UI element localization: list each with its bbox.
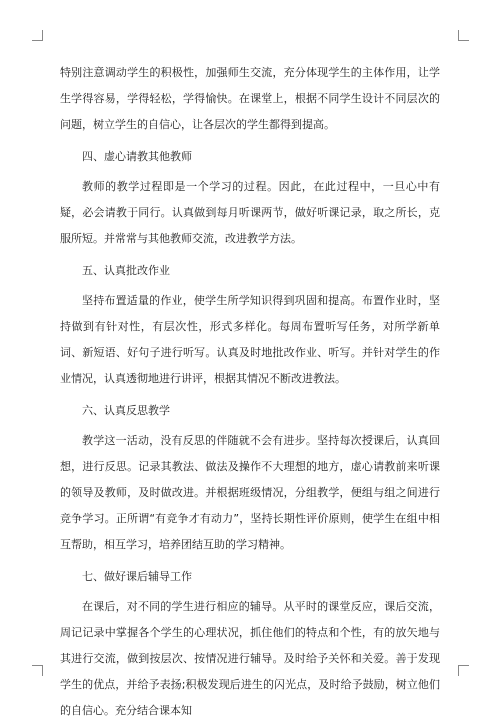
section-body-7: 在课后，对不同的学生进行相应的辅导。从平时的课堂反应，课后交流，周记记录中掌握各个学生的心理状况，抓住他们的特点和个性，有的放矢地与其进行交流，做到按层次、按情况进行辅导。及时给予关怀和关爱。善于发现学生的优点，并给予表扬;积极发现后进生的闪光点，及时给予鼓励，树立他们的自信心。充分结合课本知 [60,600,440,717]
section-body-6: 教学这一活动，没有反思的伴随就不会有进步。坚持每次授课后，认真回想，进行反思。记录其教法、做法及操作不大理想的地方，虚心请教前来听课的领导及教师，及时做改进。并根据班级情况，分组教学，便组与组之间进行竞争学习。正所谓“有竞争才有动力”，坚持长期性评价原则，使学生在组中相互帮助，相互学习，培养团结互助的学习精神。 [60,434,440,551]
section-heading-7: 七、做好课后辅导工作 [82,570,192,583]
section-heading-6: 六、认真反思教学 [82,404,170,417]
section-heading-5: 五、认真批改作业 [82,264,170,277]
section-body-4: 教师的教学过程即是一个学习的过程。因此，在此过程中，一旦心中有疑，必会请教于同行。认真做到每月听课两节，做好听课记录，取之所长，克服所短。并常常与其他教师交流，改进教学方法。 [60,180,440,245]
crop-mark-bottom-left [32,665,43,676]
document-body [60,60,440,724]
crop-mark-top-left [32,30,43,41]
section-heading-4: 四、虚心请教其他教师 [82,150,192,163]
crop-mark-bottom-right [458,665,469,676]
crop-mark-top-right [458,30,469,41]
intro-paragraph: 特别注意调动学生的积极性，加强师生交流，充分体现学生的主体作用，让学生学得容易，学得轻松，学得愉快。在课堂上，根据不同学生设计不同层次的问题，树立学生的自信心，让各层次的学生都得到提高。 [60,66,440,131]
section-body-5: 坚持布置适量的作业，使学生所学知识得到巩固和提高。布置作业时，坚持做到有针对性，有层次性，形式多样化。每周布置听写任务，对所学新单词、新短语、好句子进行听写。认真及时地批改作业、听写。并针对学生的作业情况，认真透彻地进行讲评，根据其情况不断改进教法。 [60,294,440,385]
